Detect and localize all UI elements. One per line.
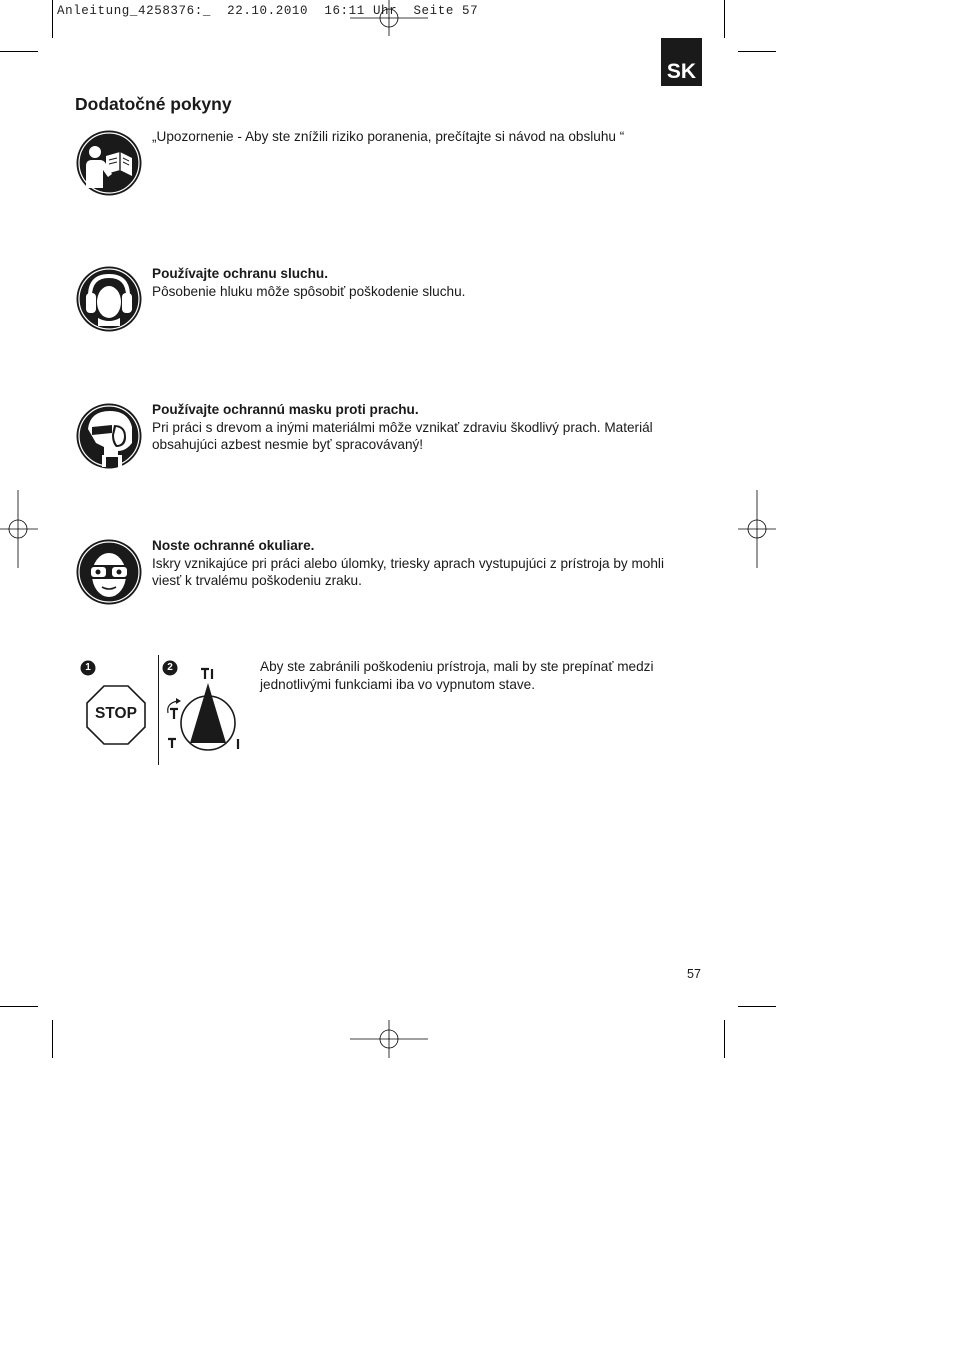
section-safety-goggles [152, 537, 692, 590]
section-dust-mask [152, 401, 692, 454]
section-heading: Používajte ochrannú masku proti prachu. [152, 402, 419, 417]
safety-goggles-icon [76, 539, 142, 605]
section-heading: Noste ochranné okuliare. [152, 538, 315, 553]
language-badge: SK [661, 38, 702, 86]
registration-mark-bottom [350, 1020, 428, 1058]
section-body: Iskry vznikajúce pri práci alebo úlomky, triesky aprach vystupujúci z prístroja by mohli viesť k trvalému poškodeniu zraku. [152, 555, 664, 588]
section-ear-protection [152, 265, 692, 300]
page-number: 57 [687, 967, 701, 981]
divider-line [158, 655, 159, 765]
switch-note-text [260, 658, 690, 693]
stop-label: STOP [95, 705, 137, 722]
function-selector-icon [164, 663, 244, 763]
section-read-manual [152, 128, 692, 146]
print-header: Anleitung_4258376:_ 22.10.2010 16:11 Uhr Seite 57 [57, 4, 479, 18]
dust-mask-icon [76, 403, 142, 469]
read-manual-icon [76, 130, 142, 196]
marker-1-label: 1 [85, 662, 91, 673]
registration-mark-right [738, 490, 776, 568]
registration-mark-top [350, 0, 428, 36]
section-body: Pôsobenie hluku môže spôsobiť poškodenie sluchu. [152, 283, 466, 299]
marker-2-label: 2 [167, 662, 173, 673]
section-body: „Upozornenie - Aby ste znížili riziko poranenia, prečítajte si návod na obsluhu “ [152, 129, 625, 144]
ear-protection-icon [76, 266, 142, 332]
switch-illustration [78, 655, 248, 767]
switch-note-body: Aby ste zabránili poškodeniu prístroja, mali by ste prepínať medzi jednotlivými funkciami iba vo vypnutom stave. [260, 659, 654, 692]
section-heading: Používajte ochranu sluchu. [152, 266, 328, 281]
registration-mark-left [0, 490, 38, 568]
section-body: Pri práci s drevom a inými materiálmi môže vznikať zdraviu škodlivý prach. Materiál obsahujúci azbest nesmie byť spracovávaný! [152, 419, 653, 452]
page-title: Dodatočné pokyny [75, 94, 232, 114]
